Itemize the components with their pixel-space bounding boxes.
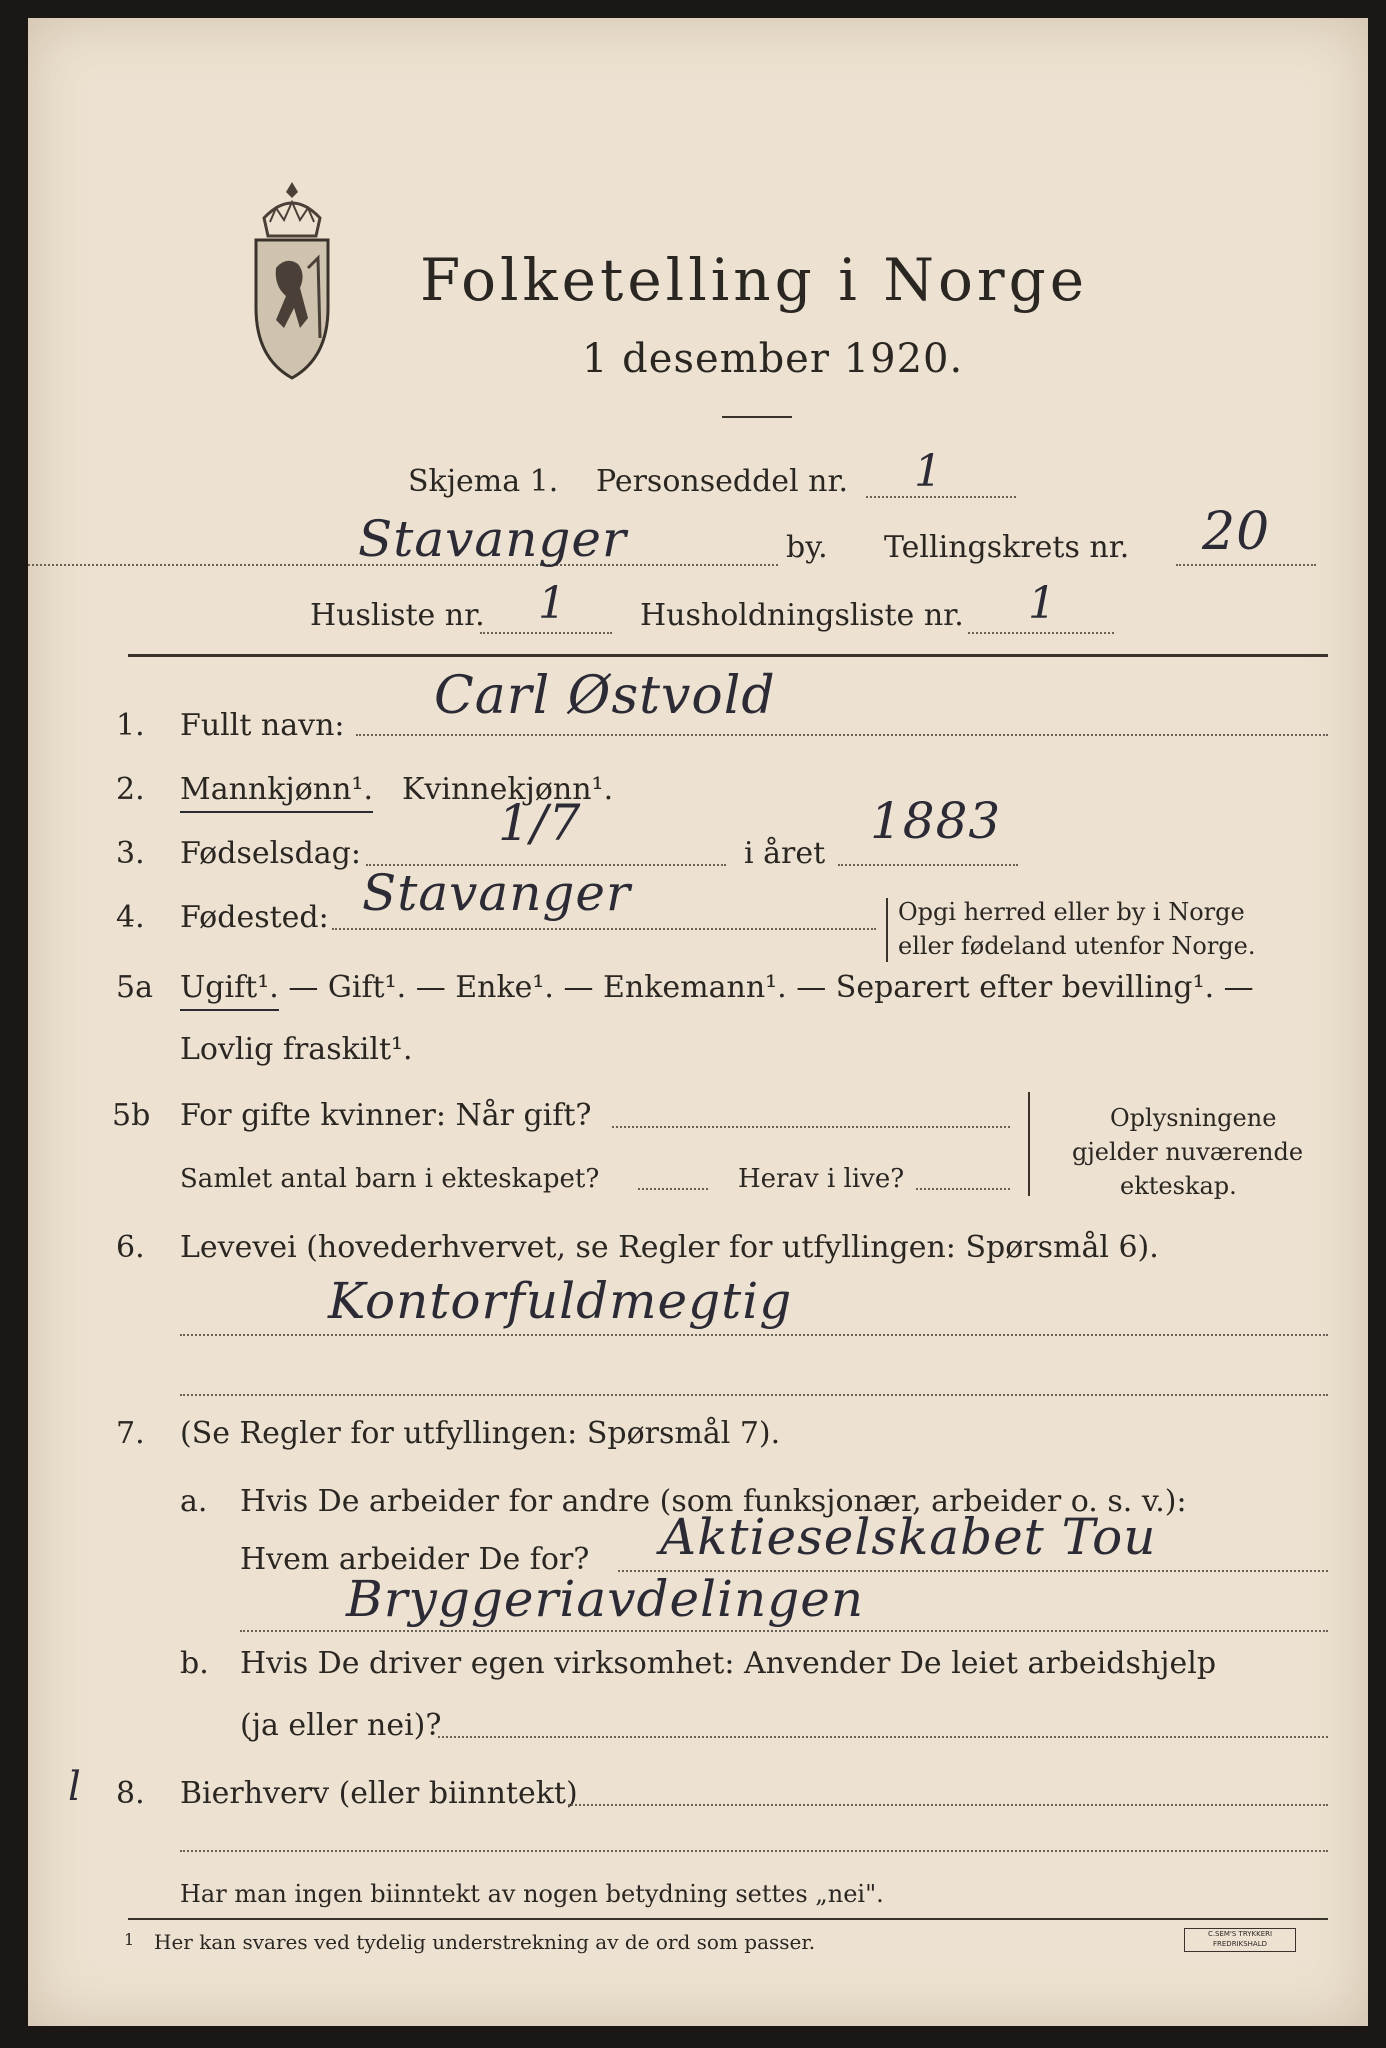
q1-label: Fullt navn: [180,708,345,743]
q7-label: (Se Regler for utfyllingen: Spørsmål 7). [180,1416,781,1451]
q4-line [332,928,876,930]
q4-note-line2: eller fødeland utenfor Norge. [898,932,1256,960]
form-title: Folketelling i Norge [420,246,1089,314]
q7b-label: Hvis De driver egen virksomhet: Anvender De leiet arbeidshjelp [240,1646,1217,1681]
husliste-label: Husliste nr. [310,598,485,633]
footnote-text: Her kan svares ved tydelig understrekning av de ord som passer. [154,1930,816,1954]
q1-full-name[interactable]: Carl Østvold [434,666,776,726]
q7a-who-label: Hvem arbeider De for? [240,1542,590,1577]
by-label: by. [786,530,828,565]
q3-birthday[interactable]: 1/7 [498,794,582,852]
footer-separator [128,1918,1328,1920]
header-separator [128,654,1328,657]
q5b-children-line[interactable] [638,1188,708,1190]
q8-label: Bierhverv (eller biinntekt) [180,1776,578,1811]
title-divider [722,416,792,418]
husliste-value[interactable]: 1 [538,578,567,629]
q6-label: Levevei (hovederhvervet, se Regler for utfyllingen: Spørsmål 6). [180,1230,1159,1265]
q6-line2 [180,1394,1328,1396]
q7a-label: Hvis De arbeider for andre (som funksjonær, arbeider o. s. v.): [240,1484,1187,1519]
q1-number: 1. [116,708,145,743]
personseddel-label: Personseddel nr. [596,464,849,499]
q5b-note-brace [1028,1092,1030,1196]
q5b-children-label: Samlet antal barn i ekteskapet? [180,1164,600,1194]
husholdning-line [968,632,1114,634]
q5b-married-line[interactable] [612,1126,1010,1128]
q5b-note-line3: ekteskap. [1120,1172,1237,1200]
q5a-fraskilt-option[interactable]: Lovlig fraskilt¹. [180,1032,413,1067]
husliste-line [480,632,612,634]
q3-birth-year[interactable]: 1883 [870,792,1002,850]
q2-number: 2. [116,772,145,807]
footer-note: Har man ingen biinntekt av nogen betydning settes „nei". [180,1880,884,1908]
q5a-number: 5a [116,970,153,1005]
census-date: 1 desember 1920. [582,336,964,382]
personseddel-value[interactable]: 1 [914,446,943,497]
q3-year-line [838,864,1018,866]
coat-of-arms-icon [246,178,338,388]
q3-number: 3. [116,836,145,871]
footnote-number: 1 [124,1930,135,1949]
q7-number: 7. [116,1416,145,1451]
tellingskrets-line [1176,564,1316,566]
q6-number: 6. [116,1230,145,1265]
q7a-line2 [240,1630,1328,1632]
q5b-note-line2: gjelder nuværende [1072,1138,1304,1166]
q7b-line[interactable] [438,1736,1328,1738]
census-form [28,18,1368,2026]
q4-note-brace [886,898,888,962]
q3-year-label: i året [744,836,826,871]
q7b-yesno-label: (ja eller nei)? [240,1708,442,1743]
q4-birthplace[interactable]: Stavanger [362,864,631,922]
q6-occupation[interactable]: Kontorfuldmegtig [328,1272,793,1330]
q8-number: 8. [116,1776,145,1811]
q1-line [356,734,1328,736]
q3-label: Fødselsdag: [180,836,361,871]
q7a-employer[interactable]: Aktieselskabet Tou [660,1508,1157,1566]
q2-female-option[interactable]: Kvinnekjønn¹. [402,772,614,807]
q4-note-line1: Opgi herred eller by i Norge [898,898,1245,926]
husholdning-label: Husholdningsliste nr. [640,598,964,633]
q2-male-option[interactable]: Mannkjønn¹. [180,772,373,813]
q4-label: Fødested: [180,900,329,935]
husholdning-value[interactable]: 1 [1028,578,1057,629]
q7a-employer-dept[interactable]: Bryggeriavdelingen [346,1570,865,1628]
q4-number: 4. [116,900,145,935]
q8-margin-mark: l [68,1764,82,1810]
printer-stamp: C.SEM'S TRYKKERI FREDRIKSHALD [1184,1928,1296,1952]
skjema-label: Skjema 1. [408,464,559,499]
q7a-letter: a. [180,1484,208,1519]
q7b-letter: b. [180,1646,209,1681]
q5b-number: 5b [112,1098,151,1133]
q5b-alive-line[interactable] [916,1188,1010,1190]
q8-line[interactable] [568,1804,1328,1806]
tellingskrets-label: Tellingskrets nr. [884,530,1130,565]
city-value[interactable]: Stavanger [358,510,627,568]
tellingskrets-value[interactable]: 20 [1202,502,1271,562]
q5b-alive-label: Herav i live? [738,1164,905,1194]
q5b-married-label: For gifte kvinner: Når gift? [180,1098,592,1133]
q5a-options [180,970,1254,1005]
q5a-other-options[interactable]: — Gift¹. — Enke¹. — Enkemann¹. — Separert efter bevilling¹. — [278,970,1254,1005]
q5a-ugift-option[interactable]: Ugift¹. [180,970,279,1011]
q6-line1 [180,1334,1328,1336]
q8-line2 [180,1850,1328,1852]
q5b-note-line1: Oplysningene [1110,1104,1277,1132]
